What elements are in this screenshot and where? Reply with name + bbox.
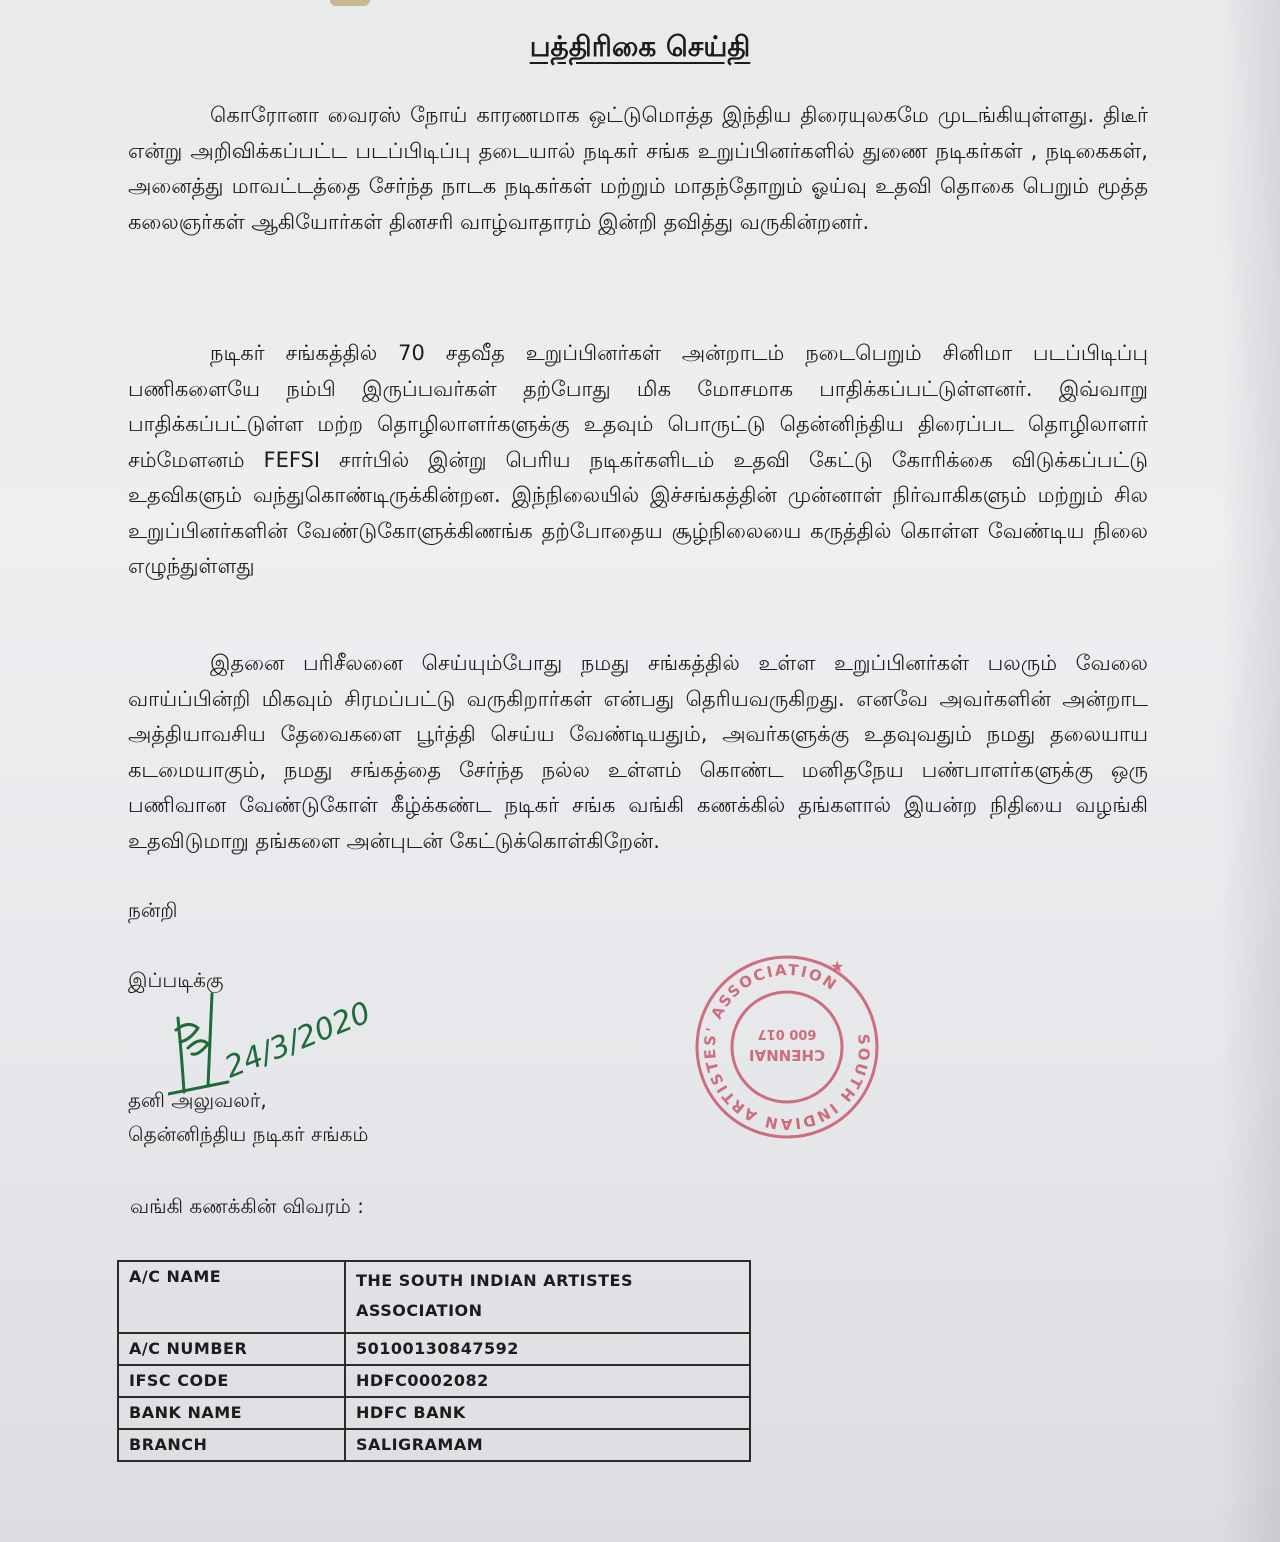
table-row — [118, 1333, 750, 1365]
seal-star-icon: ★ — [830, 957, 845, 976]
paper-clip-mark — [330, 0, 370, 6]
row-value: HDFC0002082 — [345, 1365, 750, 1397]
row-value: SALIGRAMAM — [345, 1429, 750, 1461]
heading-text: பத்திரிகை செய்தி — [529, 30, 751, 63]
seal-ring-text: SOUTH INDIAN ARTISTES' ASSOCIATION — [700, 960, 874, 1134]
seal-city: CHENNAI — [748, 1046, 826, 1064]
signature-date: 24/3/2020 — [219, 995, 376, 1086]
handwritten-signature — [168, 990, 388, 1100]
page-shadow — [1220, 0, 1280, 1542]
row-label: BANK NAME — [118, 1397, 345, 1429]
row-label: IFSC CODE — [118, 1365, 345, 1397]
press-release-heading — [0, 30, 1280, 67]
paragraph-1: கொரோனா வைரஸ் நோய் காரணமாக ஒட்டுமொத்த இந்திய திரையுலகமே முடங்கியுள்ளது. திடீர் என்று அறிவிக்கப்பட்ட படப்பிடிப்பு தடையால் நடிகர் சங்க உறுப்பினர்களில் துணை நடிகர்கள் , நடிகைகள், அனைத்து மாவட்டத்தை சேர்ந்த நாடக நடிகர்கள் மற்றும் மாதந்தோறும் ஓய்வு உதவி தொகை பெறும் மூத்த கலைஞர்கள் ஆகியோர்கள் தினசரி வாழ்வாதாரம் இன்றி தவித்து வருகின்றனர். — [128, 103, 1148, 234]
row-label: BRANCH — [118, 1429, 345, 1461]
row-value: THE SOUTH INDIAN ARTISTES ASSOCIATION — [345, 1261, 750, 1333]
bank-details-heading: வங்கி கணக்கின் விவரம் : — [130, 1194, 364, 1218]
table-row — [118, 1365, 750, 1397]
paragraph-3: இதனை பரிசீலனை செய்யும்போது நமது சங்கத்தில் உள்ள உறுப்பினர்கள் பலரும் வேலை வாய்ப்பின்றி மிகவும் சிரமப்பட்டு வருகிறார்கள் என்பது தெரியவருகிறது. எனவே அவர்களின் அன்றாட அத்தியாவசிய தேவைகளை பூர்த்தி செய்ய வேண்டியதும், அவர்களுக்கு உதவுவதும் நமது தலையாய கடமையாகும், நமது சங்கத்தை சேர்ந்த நல்ல உள்ளம் கொண்ட மனிதநேய பண்பாளர்களுக்கு ஒரு பணிவான வேண்டுகோள் கீழ்க்கண்ட நடிகர் சங்க வங்கி கணக்கில் தங்களால் இயன்ற நிதியை வழங்கி உதவிடுமாறு தங்களை அன்புடன் கேட்டுக்கொள்கிறேன். — [128, 651, 1148, 853]
table-row — [118, 1261, 750, 1333]
table-row — [118, 1397, 750, 1429]
bank-details-table — [117, 1260, 751, 1462]
thanks-text: நன்றி — [128, 898, 178, 922]
row-value: 50100130847592 — [345, 1333, 750, 1365]
seal-pincode: 600 017 — [757, 1026, 817, 1041]
table-row — [118, 1429, 750, 1461]
sign-prefix-text: இப்படிக்கு — [128, 968, 224, 992]
association-name: தென்னிந்திய நடிகர் சங்கம் — [128, 1122, 369, 1146]
row-label: A/C NAME — [118, 1261, 345, 1333]
paragraph-2: நடிகர் சங்கத்தில் 70 சதவீத உறுப்பினர்கள் அன்றாடம் நடைபெறும் சினிமா படப்பிடிப்பு பணிகளையே நம்பி இருப்பவர்கள் தற்போது மிக மோசமாக பாதிக்கப்பட்டுள்ளனர். இவ்வாறு பாதிக்கப்பட்டுள்ள மற்ற தொழிலாளர்களுக்கு உதவும் பொருட்டு தென்னிந்திய திரைப்பட தொழிலாளர் சம்மேளனம் FEFSI சார்பில் இன்று பெரிய நடிகர்களிடம் உதவி கேட்டு கோரிக்கை விடுக்கப்பட்டு உதவிகளும் வந்துகொண்டிருக்கின்றன. இந்நிலையில் இச்சங்கத்தின் முன்னாள் நிர்வாகிகளும் மற்றும் சில உறுப்பினர்களின் வேண்டுகோளுக்கிணங்க தற்போதைய சூழ்நிலையை கருத்தில் கொள்ள வேண்டிய நிலை எழுந்துள்ளது — [128, 341, 1148, 578]
officer-title: தனி அலுவலர், — [128, 1088, 267, 1112]
row-label: A/C NUMBER — [118, 1333, 345, 1365]
row-value: HDFC BANK — [345, 1397, 750, 1429]
association-seal — [692, 952, 882, 1142]
